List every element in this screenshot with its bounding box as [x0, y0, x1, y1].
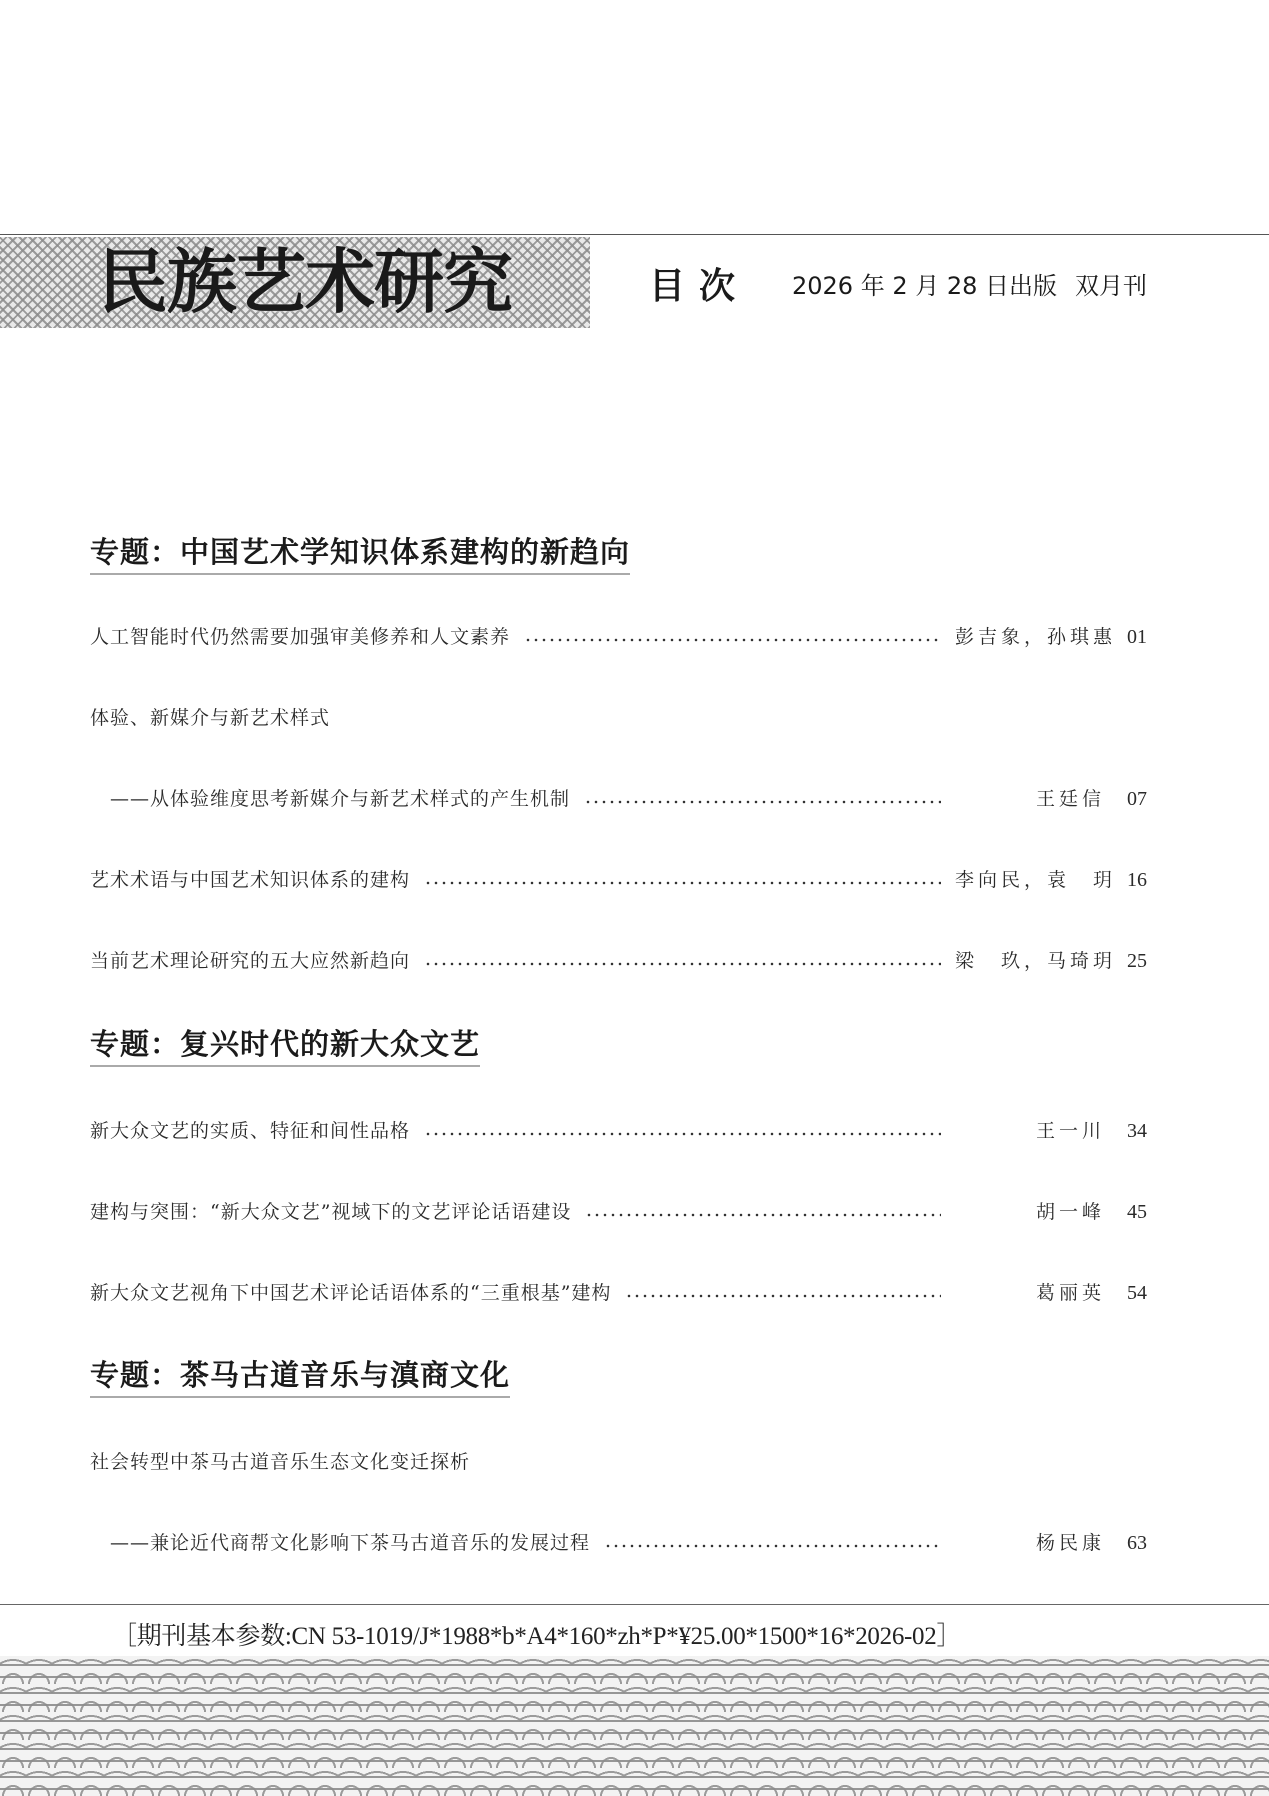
footer-pattern-band — [0, 1656, 1269, 1796]
toc-entry-subtitle[interactable] — [110, 1528, 1147, 1558]
article-subtitle: ——兼论近代商帮文化影响下茶马古道音乐的发展过程 — [110, 1532, 591, 1554]
toc-entry[interactable] — [90, 622, 1147, 652]
section-title: 专题：茶马古道音乐与滇商文化 — [90, 1357, 510, 1398]
article-author: 李向民，袁 玥 — [955, 869, 1117, 891]
page-number: 07 — [1127, 788, 1147, 810]
issue-info — [792, 266, 1147, 301]
issue-date: 2026 年 2 月 28 日出版 — [792, 272, 1058, 300]
page-number: 01 — [1127, 626, 1147, 648]
toc-entry-subtitle[interactable] — [110, 784, 1147, 814]
article-title: 新大众文艺的实质、特征和间性品格 — [90, 1120, 411, 1142]
article-title: 体验、新媒介与新艺术样式 — [90, 707, 331, 729]
dot-leader — [604, 1544, 941, 1548]
dot-leader — [424, 1132, 941, 1136]
article-author: 梁 玖，马琦玥 — [955, 950, 1117, 972]
dot-leader — [424, 881, 941, 885]
article-title: 人工智能时代仍然需要加强审美修养和人文素养 — [90, 626, 511, 648]
toc-entry[interactable] — [90, 1278, 1147, 1308]
article-title: 社会转型中茶马古道音乐生态文化变迁探析 — [90, 1451, 471, 1473]
page-number: 63 — [1127, 1532, 1147, 1554]
dot-leader — [584, 800, 941, 804]
article-title: 建构与突围：“新大众文艺”视域下的文艺评论话语建设 — [90, 1201, 572, 1223]
article-author: 胡一峰 — [1035, 1201, 1105, 1223]
journal-title: 民族艺术研究 — [98, 241, 512, 323]
article-author: 彭吉象，孙琪惠 — [955, 626, 1117, 648]
article-author: 杨民康 — [1035, 1532, 1105, 1554]
bottom-rule — [0, 1604, 1269, 1605]
toc-label: 目次 — [649, 266, 750, 307]
article-title: 当前艺术理论研究的五大应然新趋向 — [90, 950, 411, 972]
toc-entry[interactable] — [90, 865, 1147, 895]
publication-frequency: 双月刊 — [1075, 272, 1148, 300]
toc-entry[interactable] — [90, 1116, 1147, 1146]
page-number: 16 — [1127, 869, 1147, 891]
article-title: 艺术术语与中国艺术知识体系的建构 — [90, 869, 411, 891]
toc-entry[interactable] — [90, 946, 1147, 976]
dot-leader — [524, 638, 941, 642]
article-subtitle: ——从体验维度思考新媒介与新艺术样式的产生机制 — [110, 788, 571, 810]
page-number: 54 — [1127, 1282, 1147, 1304]
section-title: 专题：中国艺术学知识体系建构的新趋向 — [90, 534, 630, 575]
page-number: 45 — [1127, 1201, 1147, 1223]
top-rule — [0, 234, 1269, 235]
dot-leader — [585, 1213, 941, 1217]
toc-entry[interactable] — [90, 703, 1147, 733]
journal-parameters: ［期刊基本参数:CN 53-1019/J*1988*b*A4*160*zh*P*¥25.00*1500*16*2026-02］ — [112, 1623, 962, 1650]
toc-entry[interactable] — [90, 1447, 1147, 1477]
dot-leader — [424, 962, 941, 966]
article-author: 王廷信 — [1035, 788, 1105, 810]
toc-entry[interactable] — [90, 1197, 1147, 1227]
page-number: 25 — [1127, 950, 1147, 972]
section-title: 专题：复兴时代的新大众文艺 — [90, 1026, 480, 1067]
article-title: 新大众文艺视角下中国艺术评论话语体系的“三重根基”建构 — [90, 1282, 612, 1304]
article-author: 王一川 — [1035, 1120, 1105, 1142]
article-author: 葛丽英 — [1035, 1282, 1105, 1304]
dot-leader — [625, 1294, 941, 1298]
page-number: 34 — [1127, 1120, 1147, 1142]
